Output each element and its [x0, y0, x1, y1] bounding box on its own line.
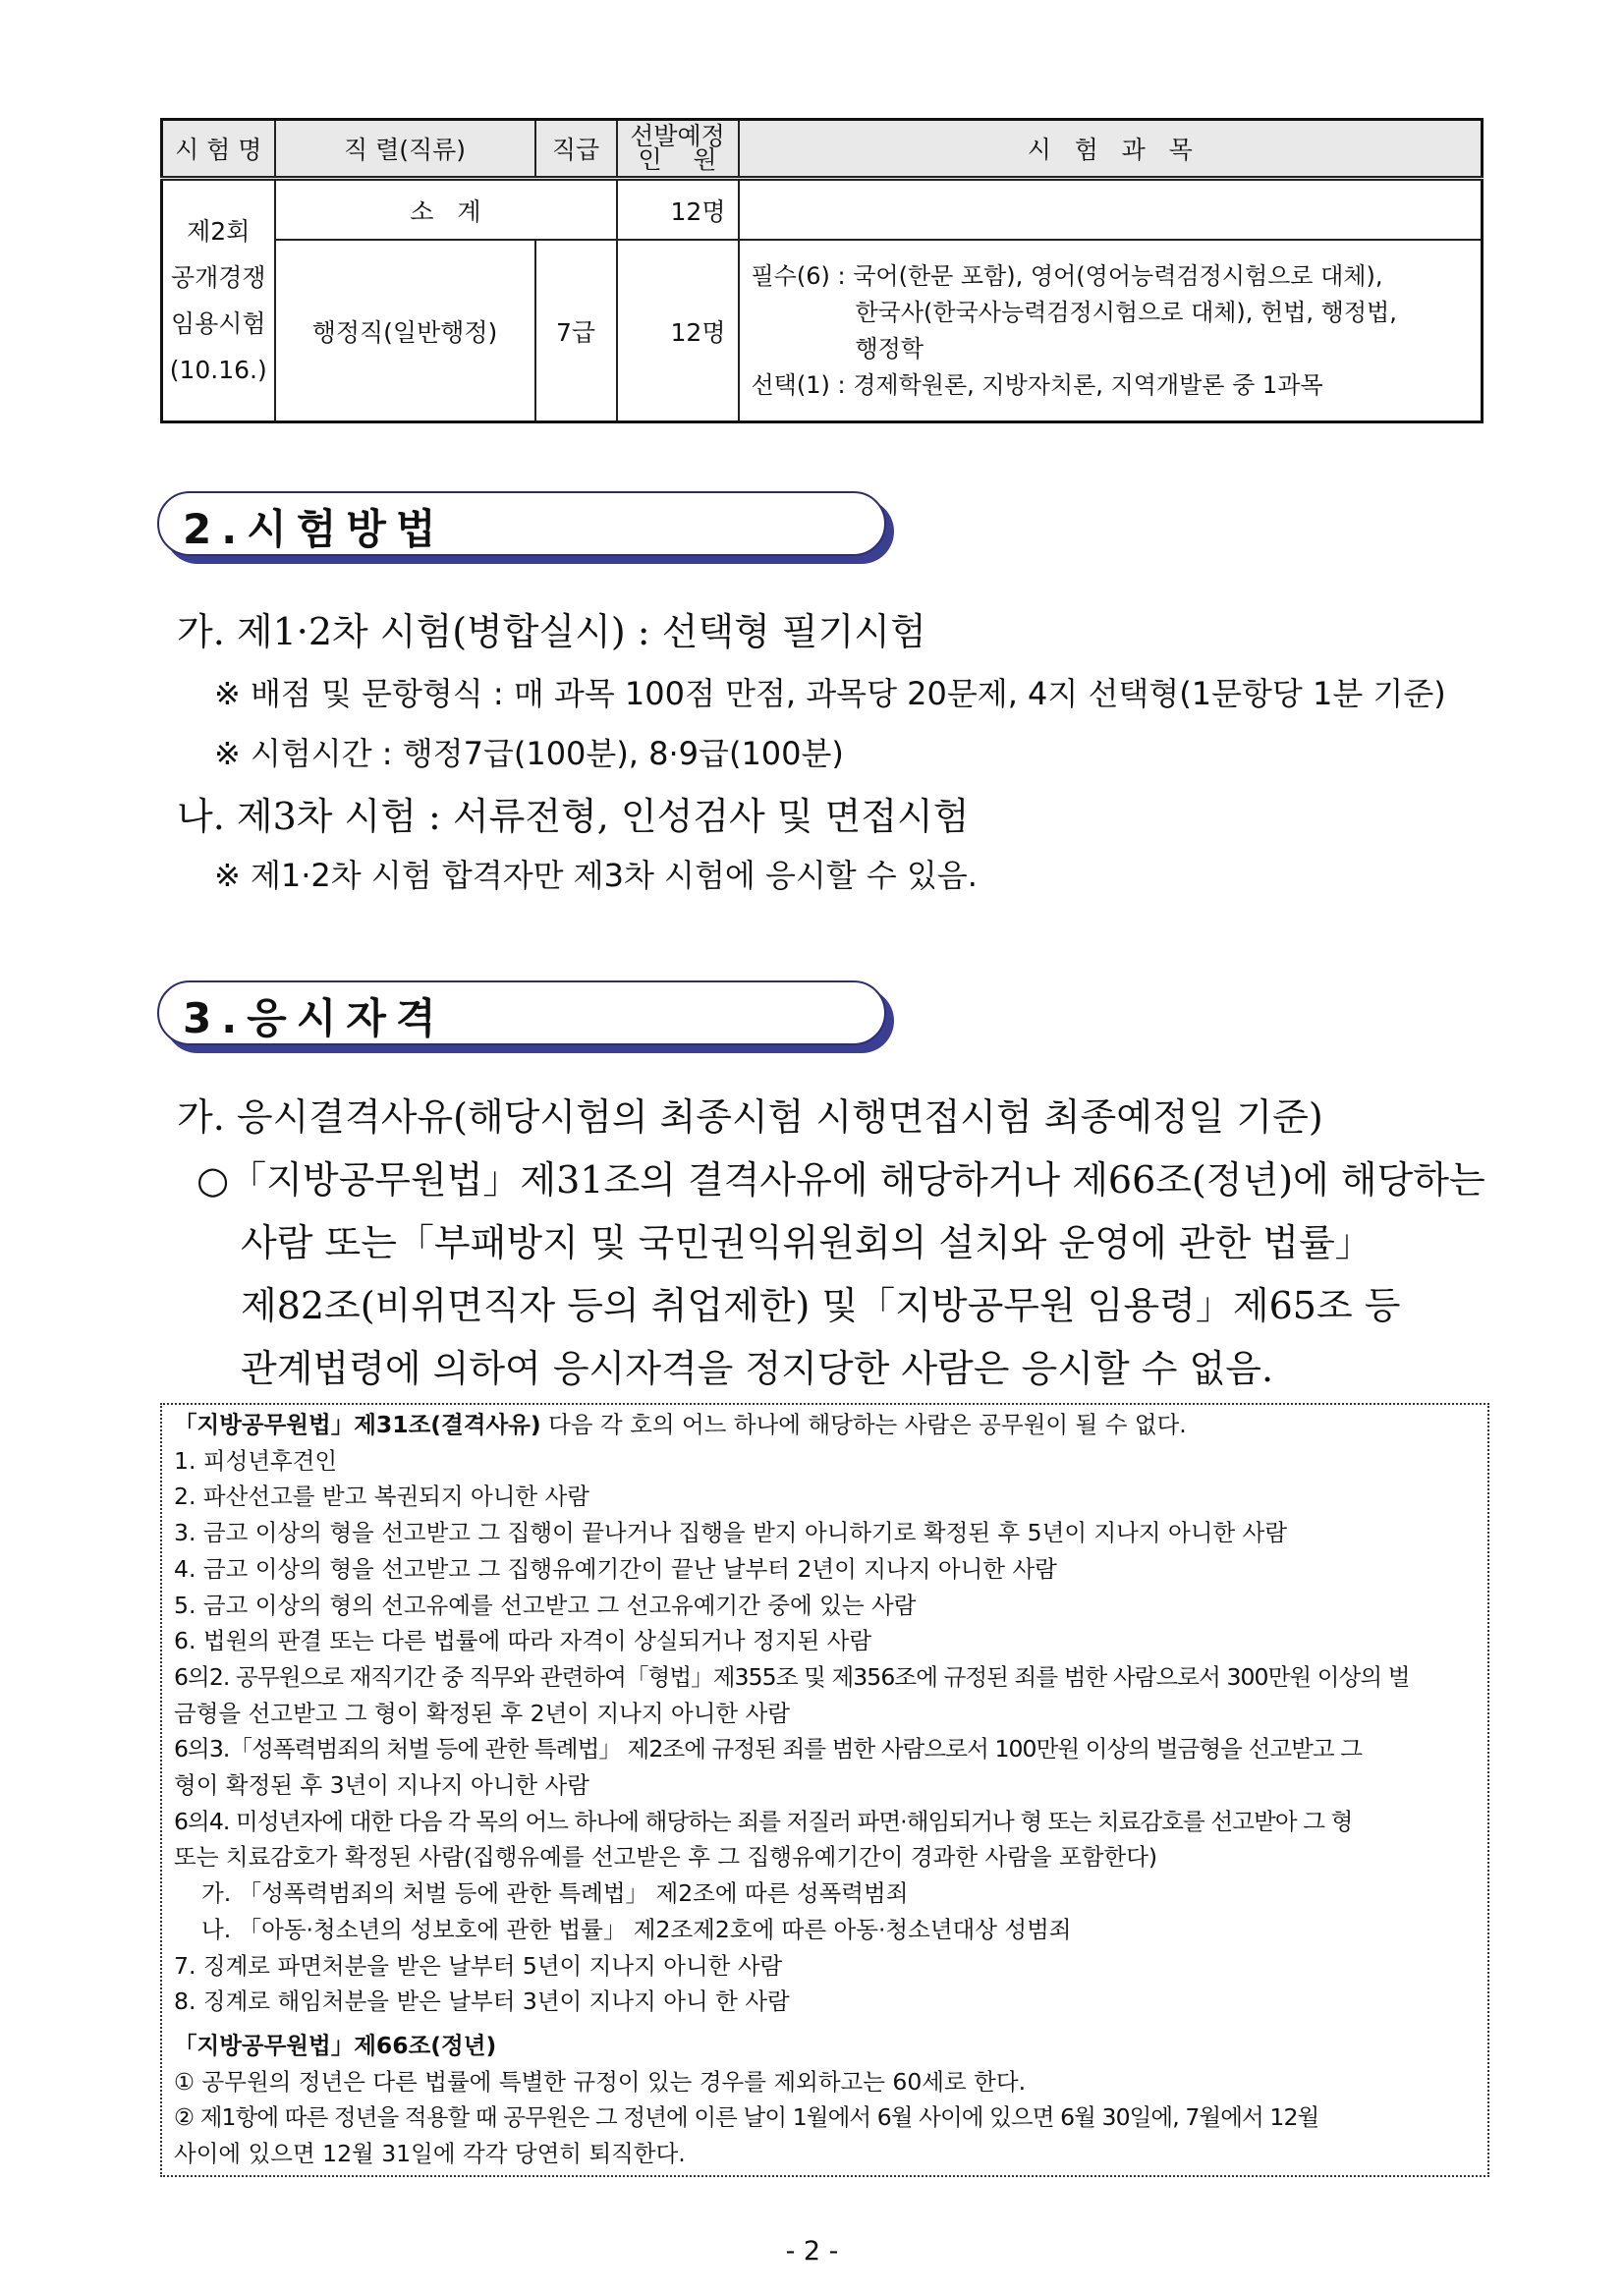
- list-item: 또는 치료감호가 확정된 사람(집행유예를 선고받은 후 그 집행유예기간이 경과한 사람을 포함한다): [174, 1843, 1158, 1872]
- exam-name-line: 제2회: [187, 217, 251, 246]
- section-2-item-ga: 가. 제1·2차 시험(병합실시) : 선택형 필기시험: [177, 610, 926, 653]
- job-series-cell: 행정직(일반행정): [275, 240, 535, 422]
- subtotal-label: 소 계: [275, 179, 617, 241]
- list-item: 형이 확정된 후 3년이 지나지 아니한 사람: [174, 1771, 589, 1800]
- table-row: [162, 240, 1483, 422]
- list-item: 6의2. 공무원으로 재직기간 중 직무와 관련하여「형법」제355조 및 제356조에 규정된 죄를 범한 사람으로서 300만원 이상의 벌: [174, 1662, 1410, 1691]
- exam-name-line: (10.16.): [169, 356, 267, 384]
- article-66-title: 「지방공무원법」제66조(정년): [174, 2031, 497, 2059]
- section-3-title: 3.응시자격: [183, 994, 446, 1042]
- required-subjects-line1: 필수(6) : 국어(한문 포함), 영어(영어능력검정시험으로 대체),: [751, 261, 1383, 290]
- list-item: 7. 징계로 파면처분을 받은 날부터 5년이 지나지 아니한 사람: [174, 1951, 783, 1980]
- page-number: - 2 -: [785, 2236, 839, 2267]
- grade-cell: 7급: [535, 240, 617, 422]
- section-3-paragraph-line: 관계법령에 의하여 응시자격을 정지당한 사람은 응시할 수 없음.: [241, 1347, 1274, 1390]
- section-2-note-scoring: ※ 배점 및 문항형식 : 매 과목 100점 만점, 과목당 20문제, 4지 선택형(1문항당 1분 기준): [214, 675, 1446, 712]
- header-exam-name: 시 험 명: [162, 120, 275, 179]
- article-31-intro: 다음 각 호의 어느 하나에 해당하는 사람은 공무원이 될 수 없다.: [540, 1411, 1187, 1438]
- header-quota: [617, 120, 739, 179]
- subjects-cell: [739, 240, 1483, 422]
- list-item: 5. 금고 이상의 형의 선고유예를 선고받고 그 선고유예기간 중에 있는 사람: [174, 1591, 917, 1619]
- exam-table: [160, 118, 1484, 423]
- list-item: 3. 금고 이상의 형을 선고받고 그 집행이 끝나거나 집행을 받지 아니하기로 확정된 후 5년이 지나지 아니한 사람: [174, 1519, 1288, 1547]
- list-item: ① 공무원의 정년은 다른 법률에 특별한 규정이 있는 경우를 제외하고는 60세로 한다.: [174, 2067, 1027, 2096]
- list-item: 6. 법원의 판결 또는 다른 법률에 따라 자격이 상실되거나 정지된 사람: [174, 1627, 872, 1655]
- section-2-item-na: 나. 제3차 시험 : 서류전형, 인성검사 및 면접시험: [177, 795, 970, 838]
- exam-name-line: 임용시험: [170, 309, 266, 338]
- list-item: 8. 징계로 해임처분을 받은 날부터 3년이 지나지 아니 한 사람: [174, 1987, 790, 2016]
- article-31-heading: [174, 1407, 1476, 1443]
- subtotal-subjects: [739, 179, 1483, 241]
- section-3-header: [157, 980, 886, 1045]
- header-job-series: 직 렬(직류): [275, 120, 535, 179]
- exam-name-cell: [162, 179, 275, 422]
- list-item: 금형을 선고받고 그 형이 확정된 후 2년이 지나지 아니한 사람: [174, 1699, 791, 1727]
- section-3-paragraph-line: 사람 또는「부패방지 및 국민권익위원회의 설치와 운영에 관한 법률」: [241, 1221, 1372, 1264]
- article-31-title: 「지방공무원법」제31조(결격사유): [174, 1411, 541, 1438]
- section-3-paragraph-line: 제82조(비위면직자 등의 취업제한) 및「지방공무원 임용령」제65조 등: [241, 1284, 1401, 1327]
- list-item: 6의4. 미성년자에 대한 다음 각 목의 어느 하나에 해당하는 죄를 저질러 파면·해임되거나 형 또는 치료감호를 선고받아 그 형: [174, 1807, 1353, 1835]
- exam-name-line: 공개경쟁: [170, 263, 266, 292]
- section-2-title: 2.시험방법: [183, 505, 446, 553]
- elective-subjects: 선택(1) : 경제학원론, 지방자치론, 지역개발론 중 1과목: [751, 370, 1323, 399]
- list-item: 나. 「아동·청소년의 성보호에 관한 법률」 제2조제2호에 따른 아동·청소년대상 성범죄: [201, 1915, 1072, 1943]
- list-item: 가. 「성폭력범죄의 처벌 등에 관한 특례법」 제2조에 따른 성폭력범죄: [201, 1879, 909, 1908]
- list-item: 사이에 있으면 12월 31일에 각각 당연히 퇴직한다.: [174, 2140, 686, 2168]
- section-3-item-ga: 가. 응시결격사유(해당시험의 최종시험 시행면접시험 최종예정일 기준): [177, 1095, 1323, 1139]
- required-subjects-line2: 한국사(한국사능력검정시험으로 대체), 헌법, 행정법,: [855, 298, 1397, 326]
- header-quota-line2: 인 원: [638, 145, 717, 174]
- table-row-subtotal: [162, 179, 1483, 241]
- section-3-paragraph-line: ○「지방공무원법」제31조의 결격사유에 해당하거나 제66조(정년)에 해당하는: [196, 1158, 1485, 1202]
- required-subjects-line3: 행정학: [855, 334, 924, 363]
- subtotal-quota: 12명: [617, 179, 739, 241]
- spacer: [174, 2020, 1476, 2028]
- list-item: 4. 금고 이상의 형을 선고받고 그 집행유예기간이 끝난 날부터 2년이 지나지 아니한 사람: [174, 1554, 1057, 1583]
- section-2-header: [157, 491, 886, 556]
- section-2-note-eligibility: ※ 제1·2차 시험 합격자만 제3차 시험에 응시할 수 있음.: [214, 857, 978, 894]
- legal-text-box: [160, 1403, 1489, 2177]
- list-item: 2. 파산선고를 받고 복권되지 아니한 사람: [174, 1483, 589, 1511]
- list-item: ② 제1항에 따른 정년을 적용할 때 공무원은 그 정년에 이른 날이 1월에서 6월 사이에 있으면 6월 30일에, 7월에서 12월: [174, 2103, 1319, 2132]
- list-item: 6의3.「성폭력범죄의 처벌 등에 관한 특례법」 제2조에 규정된 죄를 범한 사람으로서 100만원 이상의 벌금형을 선고받고 그: [174, 1735, 1363, 1763]
- header-grade: 직급: [535, 120, 617, 179]
- list-item: 1. 피성년후견인: [174, 1446, 338, 1475]
- table-header-row: [162, 120, 1483, 179]
- header-subjects: 시 험 과 목: [739, 120, 1483, 179]
- quota-cell: 12명: [617, 240, 739, 422]
- section-2-note-time: ※ 시험시간 : 행정7급(100분), 8·9급(100분): [214, 735, 844, 772]
- header-quota-line1: 선발예정: [630, 122, 725, 150]
